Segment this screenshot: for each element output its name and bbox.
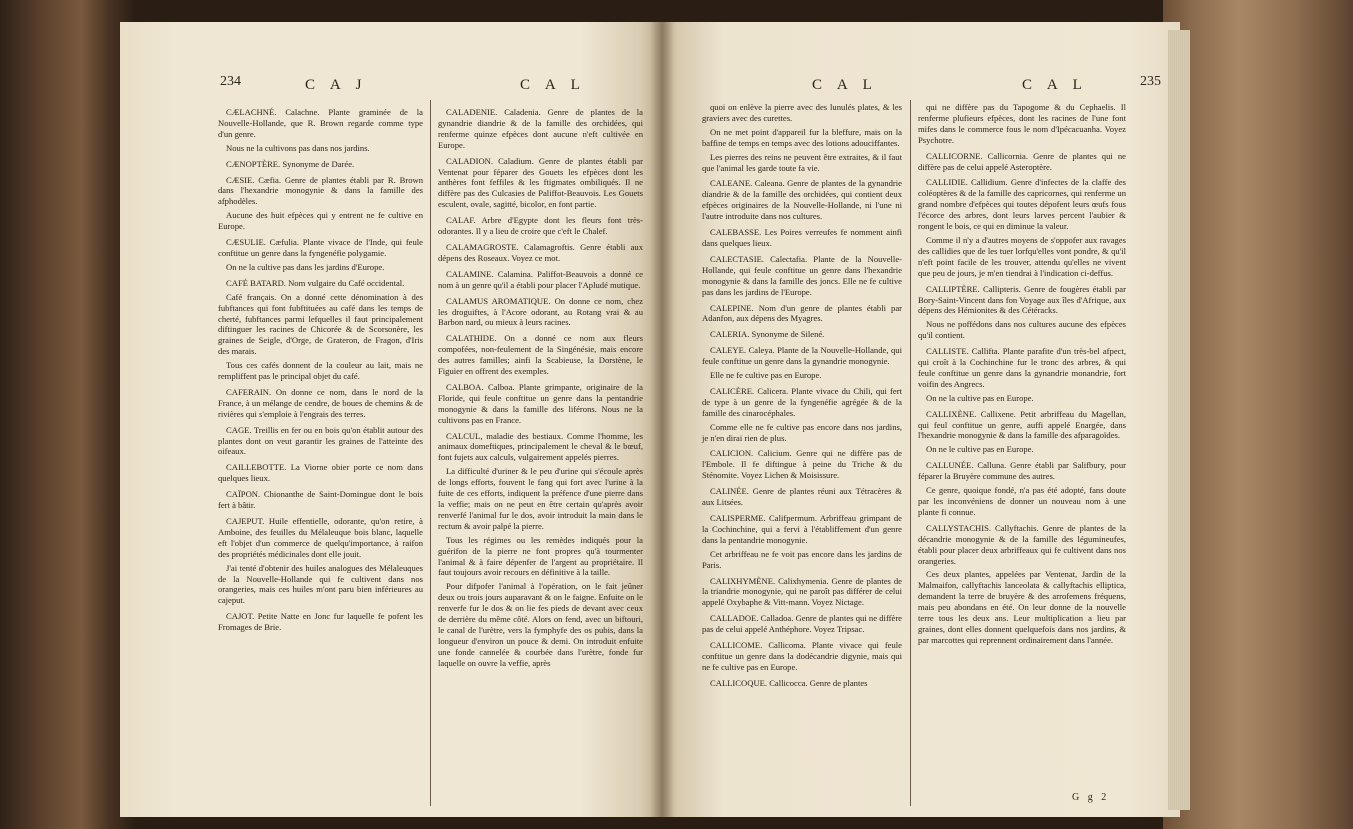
left-page-column-2: [438, 102, 643, 672]
text-paragraph: CALADION. Caladium. Genre de plantes établi par Ventenat pour féparer des Gouets les efpèces dont les anthères font feffiles & les ftigmates ombiliqués. Il ne diffère pas des Culcasies de Paliffot-Beauvois. Les Gouets esculent, ovale, sagitté, bicolor, en font partie.: [438, 155, 643, 210]
text-paragraph: CAFERAIN. On donne ce nom, dans le nord de la France, à un mélange de cendre, de boues de chemins & de rivières qui s'emploie à l'engrais des terres.: [218, 386, 423, 419]
text-paragraph: Comme elle ne fe cultive pas encore dans nos jardins, je n'en dirai rien de plus.: [702, 421, 902, 443]
text-paragraph: CÆSIE. Cæfia. Genre de plantes établi par R. Brown dans l'hexandrie monogynie & dans la famille des afphodèles.: [218, 174, 423, 207]
text-paragraph: CAILLEBOTTE. La Viorne obier porte ce nom dans quelques lieux.: [218, 462, 423, 484]
running-head-right-col2: C A L: [1022, 77, 1088, 93]
text-paragraph: CAFÉ BATARD. Nom vulgaire du Café occidental.: [226, 277, 405, 288]
text-paragraph: Ce genre, quoique fondé, n'a pas été adopté, fans doute par les inconvéniens de donner un nouveau nom à une plante fi connue.: [918, 485, 1126, 517]
text-paragraph: CALAMUS AROMATIQUE. On donne ce nom, chez les droguiftes, à l'Acore odorant, au Rotang vrai & au Barbon nard, ou mieux à leurs racines.: [438, 295, 643, 328]
text-paragraph: Pour difpofer l'animal à l'opération, on le fait jeûner deux ou trois jours auparavant & on le faigne. Enfuite on le renverfe fur le dos & on lie fes pieds de devant avec ceux de derrière du même côté. Alors on fend, avec un biftouri, le canal de l'urètre, vers la fymphyfe des os pubis, dans la longueur d'environ un pouce & demi. On introduit enfuite une fonde cannelée & courbée dans l'urètre, fonde fur laquelle on ouvre la veffie, après: [438, 581, 643, 668]
text-paragraph: CALLADOE. Calladoa. Genre de plantes qui ne diffère pas de celui appelé Anthéphore. Voyez Tripsac.: [702, 613, 902, 635]
text-paragraph: CALLIDIE. Callidium. Genre d'infectes de la claffe des coléoptères & de la famille des capricornes, qui renferme un grand nombre d'efpèces qui toutes dépofent leurs œufs fous l'écorce des arbres, dont leurs larves percent l'aubier & rongent le bois, ce qui en diminue la valeur.: [918, 177, 1126, 232]
text-paragraph: CALLIXÈNE. Callixene. Petit arbriffeau du Magellan, qui feul conftitue un genre, auffi appelé Enargée, dans l'hexandrie monogynie & dans la famille des afparagoïdes.: [918, 408, 1126, 441]
text-paragraph: CAÏPON. Chionanthe de Saint-Domingue dont le bois fert à bâtir.: [218, 489, 423, 511]
text-paragraph: CALINÉE. Genre de plantes réuni aux Tétracères & aux Litsées.: [702, 486, 902, 508]
text-paragraph: CALLYSTACHIS. Callyftachis. Genre de plantes de la décandrie monogynie & de la famille des légumineufes, établi pour placer deux arbriffeaux qui fe cultivent dans nos orangeries.: [918, 522, 1126, 566]
text-paragraph: Café français. On a donné cette dénomination à des fubftances qui font fubftituées au café dans les temps de cherté, fubftances parmi lefquelles il faut principalement diftinguer les racines de Chicorée & de Scorsonère, les graines de Seigle, d'Orge, de Grateron, de Fragon, d'Iris des marais.: [218, 291, 423, 357]
right-page: [662, 22, 1180, 817]
text-paragraph: Nous ne la cultivons pas dans nos jardins.: [226, 142, 370, 153]
text-paragraph: CÆSULIE. Cæfulia. Plante vivace de l'Inde, qui feule conftitue un genre dans la fyngenéfie polygamie.: [218, 237, 423, 258]
text-paragraph: CALLIPTÈRE. Callipteris. Genre de fougères établi par Bory-Saint-Vincent dans fon Voyage aux îles d'Afrique, aux dépens des Hémionites & des Cétéracks.: [918, 283, 1126, 316]
text-paragraph: CALICÈRE. Calicera. Plante vivace du Chili, qui fert de type à un genre de la fyngenéfie agrégée & de la famille des cinarocéphales.: [702, 385, 902, 418]
text-paragraph: CALAMINE. Calamina. Paliffot-Beauvois a donné ce nom à un genre qu'il a établi pour placer l'Apludé mutique.: [438, 268, 643, 290]
text-paragraph: Comme il n'y a d'autres moyens de s'oppofer aux ravages des callidies que de les tuer lorfqu'elles vont pondre, & qu'il n'eft point facile de les trouver, attendu qu'elles ne vivent que peu de jours, je m'en tiendrai à l'indication ci-deffus.: [918, 234, 1126, 278]
text-paragraph: On ne met point d'appareil fur la bleffure, mais on la baffine de temps en temps avec des lotions adouciffantes.: [702, 126, 902, 148]
running-head-left-col2: C A L: [520, 77, 586, 93]
right-page-column-2: [918, 102, 1126, 649]
text-paragraph: CALCUL, maladie des bestiaux. Comme l'homme, les animaux domeftiques, principalement le cheval & le bœuf, font fujets aux calculs, vulgairement appelés pierres.: [438, 430, 643, 463]
text-paragraph: CALAF. Arbre d'Egypte dont les fleurs font très-odorantes. Il y a lieu de croire que c'eft le Chalef.: [438, 215, 643, 237]
text-paragraph: CALEPINE. Nom d'un genre de plantes établi par Adanfon, aux dépens des Myagres.: [702, 302, 902, 324]
text-paragraph: CAJOT. Petite Natte en Jonc fur laquelle fe pofent les Fromages de Brie.: [218, 611, 423, 633]
text-paragraph: Aucune des huit efpèces qui y entrent ne fe cultive en Europe.: [218, 210, 423, 232]
text-paragraph: CÆLACHNÉ. Calachne. Plante graminée de la Nouvelle-Hollande, que R. Brown regarde comme type d'un genre.: [218, 107, 423, 139]
book-gutter: [650, 22, 674, 817]
text-paragraph: CALECTASIE. Calectafia. Plante de la Nouvelle-Hollande, qui feule conftitue un genre dans l'hexandrie monogynie & dans la famille des joncs. Elle ne fe cultive pas dans les jardins de l'Europe.: [702, 253, 902, 297]
text-paragraph: J'ai tenté d'obtenir des huiles analogues des Mélaleuques de la Nouvelle-Hollande qui fe cultivent dans nos orangeries, mais ces huiles m'ont paru bien inférieures au cajeput.: [218, 562, 423, 606]
running-head-right-col1: C A L: [812, 77, 878, 93]
text-paragraph: CALISPERME. Califpermum. Arbriffeau grimpant de la Cochinchine, qui a fervi à l'établiffement d'un genre dans la pentandrie monogynie.: [702, 513, 902, 545]
text-paragraph: CALEBASSE. Les Poires verreufes fe nomment ainfi dans quelques lieux.: [702, 227, 902, 248]
text-paragraph: On ne la cultive pas dans les jardins d'Europe.: [226, 261, 385, 272]
text-paragraph: CALLICOQUE. Callicocca. Genre de plantes: [710, 677, 868, 688]
text-paragraph: CÆNOPTÈRE. Synonyme de Darée.: [226, 158, 355, 169]
page-edges: [1168, 30, 1190, 810]
text-paragraph: Tous les régimes ou les remèdes indiqués pour la guérifon de la pierre ne font propres qu'à tourmenter l'animal & à faire dépenfer de l'argent au propriétaire. Il faut toujours avoir recours en définitive à la taille.: [438, 534, 643, 578]
text-paragraph: CALEYE. Caleya. Plante de la Nouvelle-Hollande, qui feule conftitue un genre dans la gynandrie monogynie.: [702, 345, 902, 367]
book-cover-right: [1163, 0, 1353, 829]
text-paragraph: La difficulté d'uriner & le peu d'urine qui s'écoule après de longs efforts, fouvent le fang qui fort avec l'urine à la fuite de ces efforts, indiquent la préfence d'une pierre dans la veffie; mais on ne peut en être certain qu'après avoir renverfé l'animal fur le dos, avoir introduit la main dans le rectum & avoir palpé la pierre.: [438, 466, 643, 531]
text-paragraph: CALADENIE. Caladenia. Genre de plantes de la gynandrie diandrie & de la famille des orchidées, qui renferme quinze efpèces dont aucune n'eft cultivée en Europe.: [438, 107, 643, 150]
text-paragraph: CALATHIDE. On a donné ce nom aux fleurs compofées, non-feulement de la Singénésie, mais encore des autres familles; ainfi la Scabieuse, la Dorstène, le Figuier en offrent des exemples.: [438, 333, 643, 377]
text-paragraph: CALIXHYMÈNE. Calixhymenia. Genre de plantes de la triandrie monogynie, qui ne paroît pas différer de celui appelé Oxybaphe & Vitt-mann. Voyez Nictage.: [702, 575, 902, 608]
column-rule: [910, 100, 911, 806]
column-rule: [430, 100, 431, 806]
text-paragraph: CALLUNÉE. Calluna. Genre établi par Salifbury, pour féparer la Bruyère commune des autres.: [918, 460, 1126, 482]
text-paragraph: Nous ne poffédons dans nos cultures aucune des efpèces qu'il contient.: [918, 319, 1126, 341]
running-head-left-col1: C A J: [305, 77, 368, 93]
text-paragraph: CALERIA. Synonyme de Silené.: [710, 329, 825, 340]
page-number-left: 234: [220, 74, 241, 89]
signature-mark: G g 2: [1072, 792, 1110, 803]
text-paragraph: CALLICOME. Callicoma. Plante vivace qui feule conftitue un genre dans la dodécandrie digynie, mais qui ne fe cultive pas en Europe.: [702, 640, 902, 672]
text-paragraph: CALAMAGROSTE. Calamagroftis. Genre établi aux dépens des Roseaux. Voyez ce mot.: [438, 241, 643, 263]
left-page-column-1: [218, 102, 423, 636]
text-paragraph: Tous ces cafés donnent de la couleur au lait, mais ne rempliffent pas le principal objet du café.: [218, 360, 423, 382]
text-paragraph: CAGE. Treillis en fer ou en bois qu'on établit autour des plantes dont on veut garantir les graines de l'atteinte des oifeaux.: [218, 424, 423, 457]
text-paragraph: CALLISTE. Callifta. Plante parafite d'un très-bel afpect, qui croît à la Cochinchine fur le tronc des arbres, & qui feule conftitue un genre dans la gynandrie monandrie, fort voifin des Angrecs.: [918, 346, 1126, 389]
text-paragraph: CALEANE. Caleana. Genre de plantes de la gynandrie diandrie & de la famille des orchidées, qui contient deux efpèces originaires de la Nouvelle-Hollande, ni l'une ni l'autre introduite dans nos cultures.: [702, 178, 902, 222]
text-paragraph: Ces deux plantes, appelées par Ventenat, Jardin de la Malmaifon, callyftachis lanceolata & callyftachis elliptica, demandent la terre de bruyère & des arrofemens fréquens, mais peu abondans en été. On leur donne de la nouvelle terre tous les deux ans. Leur multiplication a lieu par graines, dont elles donnent quelquefois dans nos jardins, & par marcottes qui reprennent ordinairement dans l'année.: [918, 569, 1126, 645]
text-paragraph: qui ne diffère pas du Tapogome & du Cephaelis. Il renferme plufieurs efpèces, dont les racines de l'une font mifes dans le commerce fous le nom d'Ipécacuanha. Voyez Psychotre.: [918, 102, 1126, 145]
text-paragraph: CALLICORNE. Callicornia. Genre de plantes qui ne diffère pas de celui appelé Asteroptère.: [918, 150, 1126, 172]
text-paragraph: Les pierres des reins ne peuvent être extraites, & il faut que l'animal les garde toute fa vie.: [702, 151, 902, 173]
left-page: [120, 22, 662, 817]
text-paragraph: quoi on enlève la pierre avec des lunulés plates, & les graviers avec des curettes.: [702, 102, 902, 123]
text-paragraph: CALBOA. Calboa. Plante grimpante, originaire de la Floride, qui feule conftitue un genre dans la pentandrie monogynie & dans la famille des liférons. Nous ne la cultivons pas en France.: [438, 381, 643, 425]
text-paragraph: On ne la cultive pas en Europe.: [926, 392, 1034, 403]
text-paragraph: On ne le cultive pas en Europe.: [926, 444, 1034, 455]
text-paragraph: CALICION. Calicium. Genre qui ne diffère pas de l'Embole. Il fe diftingue à peine du Triche & du Sténomite. Voyez Lichen & Moisissure.: [702, 448, 902, 481]
text-paragraph: CAJEPUT. Huile effentielle, odorante, qu'on retire, à Amboine, des feuilles du Mélaleuque bois blanc, laquelle eft l'objet d'un commerce de quelqu'importance, à raifon des propriétés médicinales dont elle jouit.: [218, 516, 423, 559]
text-paragraph: Elle ne fe cultive pas en Europe.: [710, 370, 822, 381]
text-paragraph: Cet arbriffeau ne fe voit pas encore dans les jardins de Paris.: [702, 548, 902, 570]
page-number-right: 235: [1140, 74, 1161, 89]
right-page-column-1: [702, 102, 902, 692]
